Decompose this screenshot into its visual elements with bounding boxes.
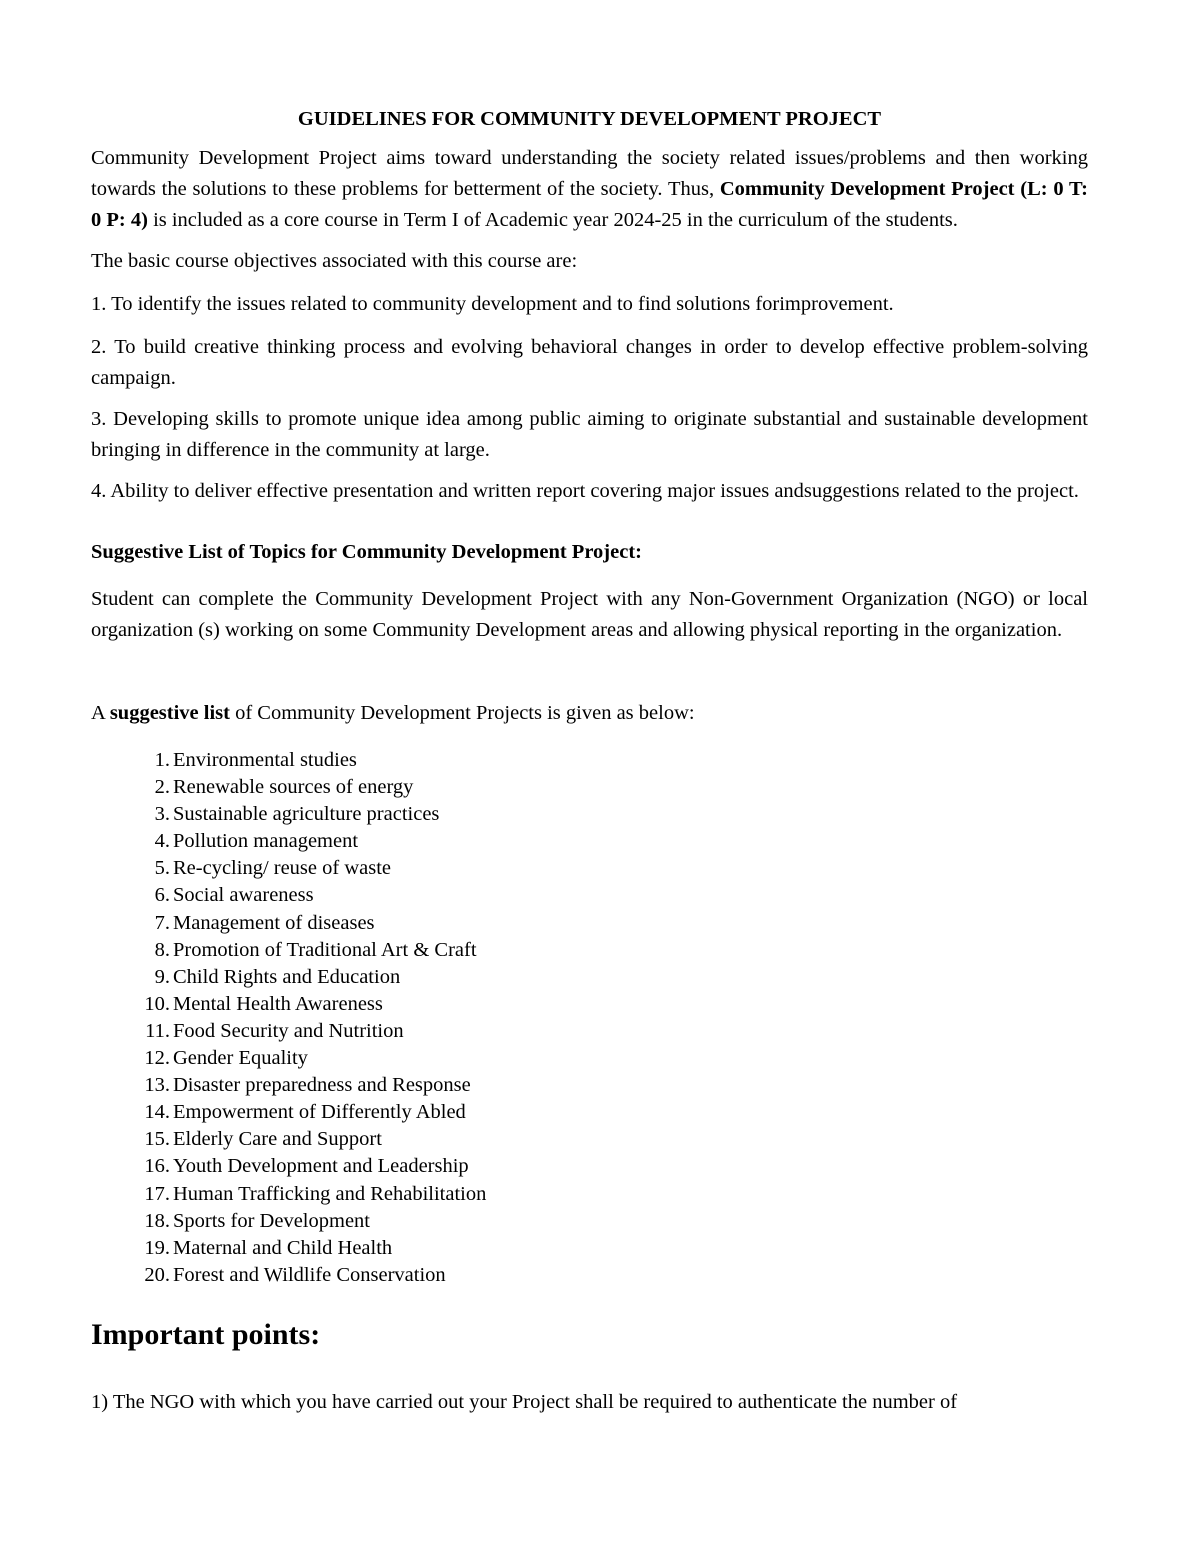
list-item-number: 10.	[144, 992, 170, 1015]
list-item-label: Child Rights and Education	[173, 965, 401, 988]
list-item-label: Management of diseases	[173, 911, 375, 934]
list-item-number: 2.	[154, 776, 170, 799]
intro-paragraph	[91, 143, 1088, 236]
intro-course-code: Community Development Project (L: 0 T: 0 P: 4)	[91, 178, 1088, 231]
objective-item: 4. Ability to deliver effective presentation and written report covering major issues andsuggestions related to the project.	[91, 480, 1079, 502]
objective-item: 3. Developing skills to promote unique idea among public aiming to originate substantial and sustainable development bringing in difference in the community at large.	[91, 408, 1088, 461]
document-page	[91, 104, 1088, 1428]
document-title: GUIDELINES FOR COMMUNITY DEVELOPMENT PROJECT	[297, 108, 882, 130]
list-item-number: 3.	[154, 803, 170, 826]
ngo-paragraph: Student can complete the Community Development Project with any Non-Government Organization (NGO) or local organization (s) working on some Community Development areas and allowing physical reporting in the organization.	[91, 588, 1088, 641]
list-item	[91, 1181, 1088, 1208]
list-item	[91, 1045, 1088, 1072]
list-item-number: 6.	[154, 884, 170, 907]
list-item-number: 12.	[144, 1047, 170, 1070]
list-intro-prefix: A	[91, 702, 110, 724]
list-item-number: 8.	[154, 938, 170, 961]
list-item	[91, 1235, 1088, 1262]
list-item-label: Social awareness	[173, 884, 314, 907]
list-item-label: Mental Health Awareness	[173, 992, 383, 1015]
list-item-number: 13.	[144, 1074, 170, 1097]
intro-text-2: is included as a core course in Term I of Academic year 2024-25 in the curriculum of the students.	[147, 209, 958, 231]
list-item	[91, 1072, 1088, 1099]
topics-heading: Suggestive List of Topics for Community Development Project:	[91, 541, 642, 563]
objectives-intro: The basic course objectives associated with this course are:	[91, 250, 578, 272]
list-item-label: Disaster preparedness and Response	[173, 1074, 471, 1097]
list-item	[91, 910, 1088, 937]
list-item-label: Environmental studies	[173, 749, 357, 771]
list-item-label: Re-cycling/ reuse of waste	[173, 857, 392, 880]
objective-item: 1. To identify the issues related to community development and to find solutions forimprovement.	[91, 293, 894, 315]
list-item-label: Gender Equality	[173, 1047, 308, 1070]
list-item	[91, 1126, 1088, 1153]
list-item-number: 4.	[154, 830, 170, 853]
list-item-number: 11.	[145, 1019, 170, 1042]
objective-item: 2. To build creative thinking process and evolving behavioral changes in order to develop effective problem-solving campaign.	[91, 336, 1088, 389]
list-item-number: 7.	[154, 911, 170, 934]
list-item-label: Pollution management	[173, 830, 359, 853]
list-item-label: Youth Development and Leadership	[173, 1155, 469, 1178]
list-item-number: 19.	[144, 1236, 170, 1259]
list-item-label: Forest and Wildlife Conservation	[173, 1263, 446, 1286]
list-intro	[91, 698, 1088, 729]
list-item-number: 5.	[154, 857, 170, 880]
list-item-number: 9.	[154, 965, 170, 988]
list-item	[91, 964, 1088, 991]
list-item-number: 15.	[144, 1128, 170, 1151]
list-item	[91, 882, 1088, 909]
list-item	[91, 1099, 1088, 1126]
list-item-number: 14.	[144, 1101, 170, 1124]
list-item	[91, 1153, 1088, 1180]
list-item	[91, 1208, 1088, 1235]
list-item	[91, 774, 1088, 801]
important-point-item: 1) The NGO with which you have carried out your Project shall be required to authenticate the number of	[91, 1390, 958, 1413]
list-item-number: 18.	[144, 1209, 170, 1232]
list-item	[91, 855, 1088, 882]
list-item-label: Renewable sources of energy	[173, 776, 414, 799]
important-points-heading: Important points:	[91, 1317, 321, 1351]
list-item-number: 17.	[144, 1182, 170, 1205]
intro-text-1: Community Development Project aims toward understanding the society related issues/problems and then working towards the solutions to these problems for betterment of the society. Thus,	[91, 147, 1088, 200]
list-item-label: Elderly Care and Support	[173, 1128, 382, 1151]
list-intro-bold: suggestive list	[109, 702, 230, 724]
list-item-label: Maternal and Child Health	[173, 1236, 393, 1259]
list-item	[91, 937, 1088, 964]
list-item	[91, 747, 1088, 774]
list-item	[91, 1018, 1088, 1045]
list-item-label: Human Trafficking and Rehabilitation	[173, 1182, 487, 1205]
list-item	[91, 801, 1088, 828]
list-item	[91, 991, 1088, 1018]
list-item-number: 1.	[154, 749, 170, 771]
topics-list	[91, 747, 1088, 1289]
list-item-label: Food Security and Nutrition	[173, 1019, 404, 1042]
list-item-number: 16.	[144, 1155, 170, 1178]
list-item-label: Sports for Development	[173, 1209, 370, 1232]
list-item-label: Sustainable agriculture practices	[173, 803, 440, 826]
list-intro-suffix: of Community Development Projects is given as below:	[229, 702, 695, 724]
list-item-label: Promotion of Traditional Art & Craft	[173, 938, 477, 961]
list-item-number: 20.	[144, 1263, 170, 1286]
list-item	[91, 828, 1088, 855]
list-item-label: Empowerment of Differently Abled	[173, 1101, 466, 1124]
list-item	[91, 1262, 1088, 1289]
